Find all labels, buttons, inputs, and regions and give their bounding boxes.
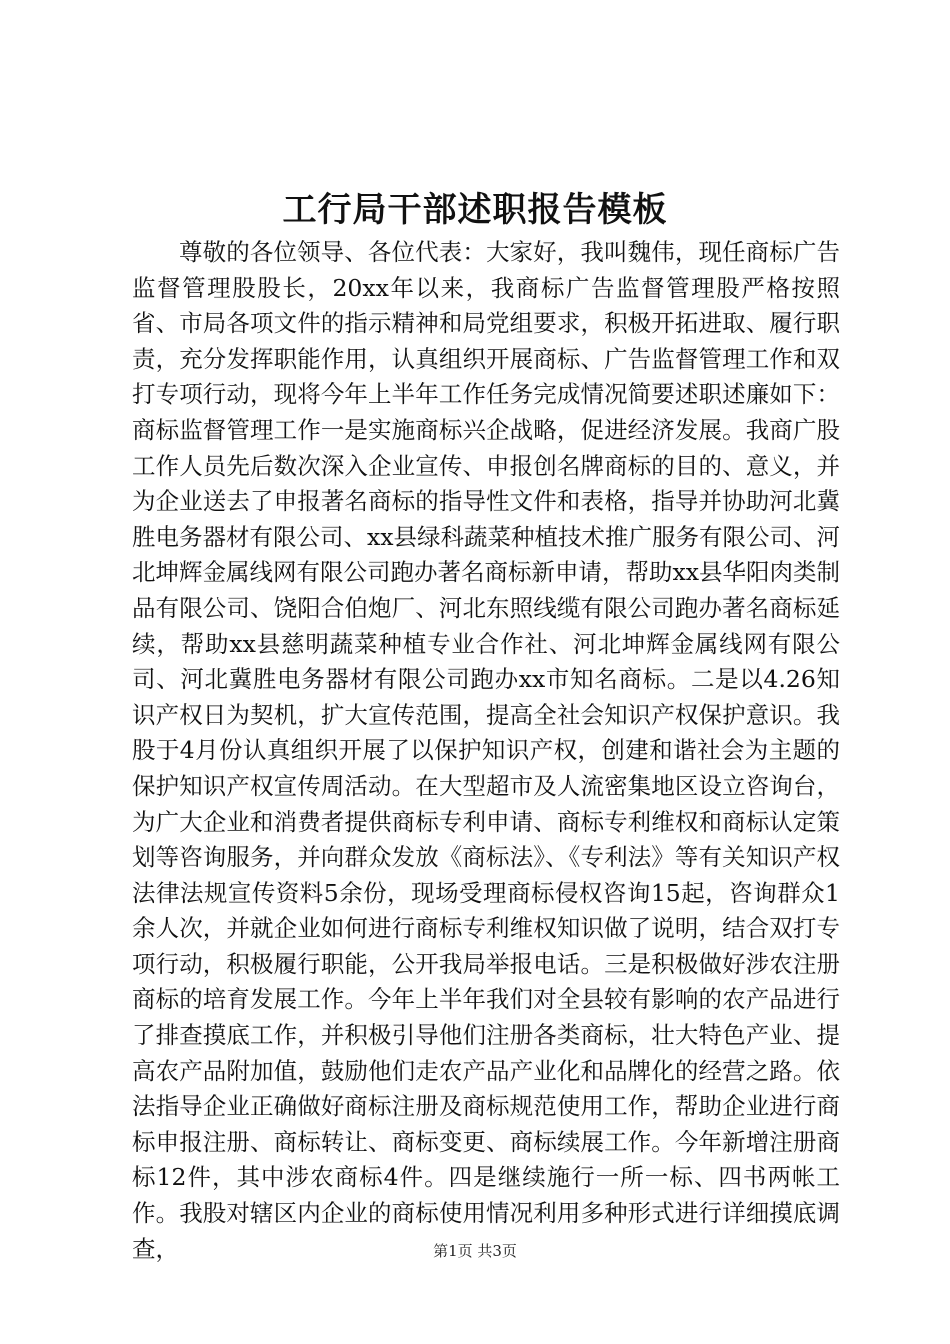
document-title: 工行局干部述职报告模板 [282,190,668,230]
page-number-footer: 第1页 共3页 [433,1242,517,1260]
document-body-paragraph: 尊敬的各位领导、各位代表：大家好，我叫魏伟，现任商标广告监督管理股股长，20xx年以来，我商标广告监督管理股严格按照省、市局各项文件的指示精神和局党组要求，积极开拓进取、履行职责，充分发挥职能作用，认真组织开展商标、广告监督管理工作和双打专项行动，现将今年上半年工作任务完成情况简要述职述廉如下：商标监督管理工作一是实施商标兴企战略，促进经济发展。我商广股工作人员先后数次深入企业宣传、申报创名牌商标的目的、意义，并为企业送去了申报著名商标的指导性文件和表格，指导并协助河北冀胜电务器材有限公司、xx县绿科蔬菜种植技术推广服务有限公司、河北坤辉金属线网有限公司跑办著名商标新申请，帮助xx县华阳肉类制品有限公司、饶阳合伯炮厂、河北东照线缆有限公司跑办著名商标延续，帮助xx县慈明蔬菜种植专业合作社、河北坤辉金属线网有限公司、河北冀胜电务器材有限公司跑办xx市知名商标。二是以4.26知识产权日为契机，扩大宣传范围，提高全社会知识产权保护意识。我股于4月份认真组织开展了以保护知识产权，创建和谐社会为主题的保护知识产权宣传周活动。在大型超市及人流密集地区设立咨询台，为广大企业和消费者提供商标专利申请、商标专利维权和商标认定策划等咨询服务，并向群众发放《商标法》、《专利法》等有关知识产权法律法规宣传资料5余份，现场受理商标侵权咨询15起，咨询群众1余人次，并就企业如何进行商标专利维权知识做了说明，结合双打专项行动，积极履行职能，公开我局举报电话。三是积极做好涉农注册商标的培育发展工作。今年上半年我们对全县较有影响的农产品进行了排查摸底工作，并积极引导他们注册各类商标，壮大特色产业、提高农产品附加值，鼓励他们走农产品产业化和品牌化的经营之路。依法指导企业正确做好商标注册及商标规范使用工作，帮助企业进行商标申报注册、商标转让、商标变更、商标续展工作。今年新增注册商标12件，其中涉农商标4件。四是继续施行一所一标、四书两帐工作。我股对辖区内企业的商标使用情况利用多种形式进行详细摸底调查， [132,238,841,1263]
